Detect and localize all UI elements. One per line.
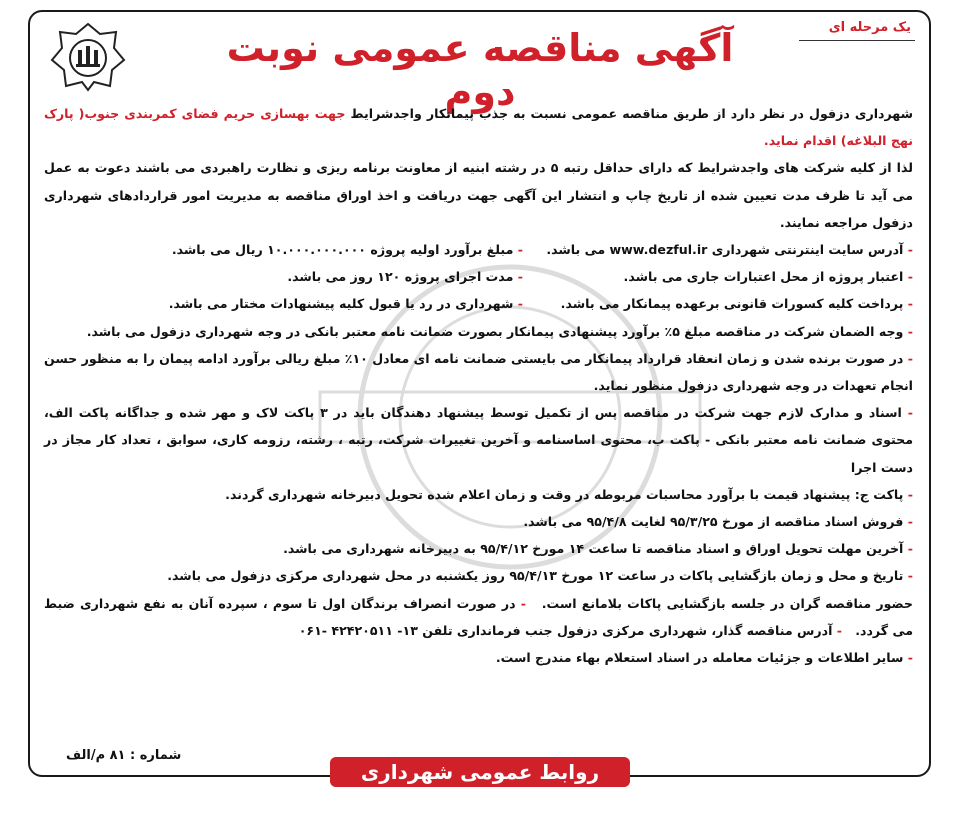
intro-paragraph	[44, 100, 913, 154]
website-line: آدرس سایت اینترنتی شهرداری www.dezful.ir می باشد.	[546, 242, 904, 258]
list-item: - فروش اسناد مناقصه از مورخ ۹۵/۳/۲۵ لغایت ۹۵/۴/۸ می باشد.	[523, 514, 913, 530]
attendance-paragraph: حضور مناقصه گران در جلسه بازگشایی پاکات بلامانع است. - در صورت انصراف برندگان اول تا سوم ، سپرده آنان به نفع شهرداری ضبط می گردد. - آدرس مناقصه گذار، شهرداری مرکزی دزفول جنب فرمانداری تلفن ۱۳- ۴۲۴۲۰۵۱۱ -۰۶۱	[44, 595, 913, 638]
intro-text: شهرداری دزفول در نظر دارد از طریق مناقصه عمومی نسبت به جذب پیمانکار واجدشرایط	[345, 106, 914, 121]
other-info: - سایر اطلاعات و جزئیات معامله در اسناد استعلام بهاء مندرج است.	[495, 650, 913, 666]
estimate-line: مبلغ برآورد اولیه پروژه ۱۰.۰۰۰.۰۰۰.۰۰۰ ریال می باشد.	[171, 242, 514, 258]
publisher-badge: روابط عمومی شهرداری دزفول	[330, 757, 630, 787]
funding-line: اعتبار پروژه از محل اعتبارات جاری می باشد.	[623, 269, 904, 285]
invite-paragraph: لذا از کلیه شرکت های واجدشرایط که دارای حداقل رتبه ۵ در رشته ابنیه از معاونت برنامه ریزی و نظارت راهبردی می باشند دعوت به عمل می آید تا ظرف مدت تعیین شده از تاریخ چاپ و انتشار این آگهی جهت دریافت و اخذ اوراق مناقصه به مدیریت امور قراردادهای شهرداری دزفول مراجعه نمایند.	[44, 160, 914, 230]
notice-number: شماره : ۸۱ م/الف	[66, 748, 182, 763]
notice-body	[44, 100, 913, 671]
pair-row-1: - آدرس سایت اینترنتی شهرداری www.dezful.ir می باشد. - مبلغ برآورد اولیه پروژه ۱۰.۰۰۰.۰۰۰.۰۰۰ ریال می باشد.	[171, 242, 913, 258]
dezful-municipality-logo	[48, 20, 128, 92]
notice-frame	[28, 10, 931, 814]
page-title: آگهی مناقصه عمومی نوبت دوم	[226, 26, 734, 114]
stage-label: یک مرحله ای	[828, 20, 911, 35]
deductions-line: پرداخت کلیه کسورات قانونی برعهده پیمانکار می باشد.	[560, 296, 904, 312]
list-item: - تاریخ و محل و زمان بازگشایی پاکات در ساعت ۱۲ مورخ ۹۵/۴/۱۳ روز یکشنبه در محل شهرداری مرکزی دزفول می باشد.	[167, 568, 913, 584]
pair-row-3: - پرداخت کلیه کسورات قانونی برعهده پیمانکار می باشد. - شهرداری در رد یا قبول کلیه پیشنهادات مختار می باشد.	[168, 296, 913, 312]
list-item: - در صورت برنده شدن و زمان انعقاد قرارداد پیمانکار می بایستی ضمانت نامه ای معادل ۱۰٪ مبلغ ریالی برآورد ادامه پیمان را به منظور حسن انجام تعهدات در وجه شهرداری دزفول منظور نماید.	[44, 350, 913, 394]
pair-row-2: - اعتبار پروژه از محل اعتبارات جاری می باشد. - مدت اجرای پروژه ۱۲۰ روز می باشد.	[287, 269, 913, 285]
list-item: - پاکت ج: پیشنهاد قیمت با برآورد محاسبات مربوطه در وقت و زمان اعلام شده تحویل دبیرخانه شهرداری گردند.	[225, 486, 913, 502]
list-item: - آخرین مهلت تحویل اوراق و اسناد مناقصه تا ساعت ۱۴ مورخ ۹۵/۴/۱۲ به دبیرخانه شهرداری می باشد.	[283, 541, 913, 557]
duration-line: مدت اجرای پروژه ۱۲۰ روز می باشد.	[287, 269, 514, 285]
list-item: - اسناد و مدارک لازم جهت شرکت در مناقصه پس از تکمیل توسط پیشنهاد دهندگان باید در ۳ پاکت لاک و مهر شده و جداگانه پاکت الف، محتوی ضمانت نامه معتبر بانکی - پاکت ب، محتوی اساسنامه و آخرین تغییرات شرکت، رتبه ، رشته، رزومه کاری، سوابق ، تعداد کار مجاز در دست اجرا	[44, 405, 913, 475]
list-item: - وجه الضمان شرکت در مناقصه مبلغ ۵٪ برآورد پیشنهادی پیمانکار بصورت ضمانت نامه معتبر بانکی در وجه شهرداری دزفول می باشد.	[86, 323, 913, 339]
rejection-line: شهرداری در رد یا قبول کلیه پیشنهادات مختار می باشد.	[168, 296, 514, 312]
project-title: جهت بهسازی حریم فضای کمربندی جنوب( پارک نهج البلاغه) اقدام نماید.	[44, 106, 913, 149]
address-line: آدرس مناقصه گذار، شهرداری مرکزی دزفول جنب فرمانداری تلفن ۱۳- ۴۲۴۲۰۵۱۱ -۰۶۱	[298, 622, 833, 638]
